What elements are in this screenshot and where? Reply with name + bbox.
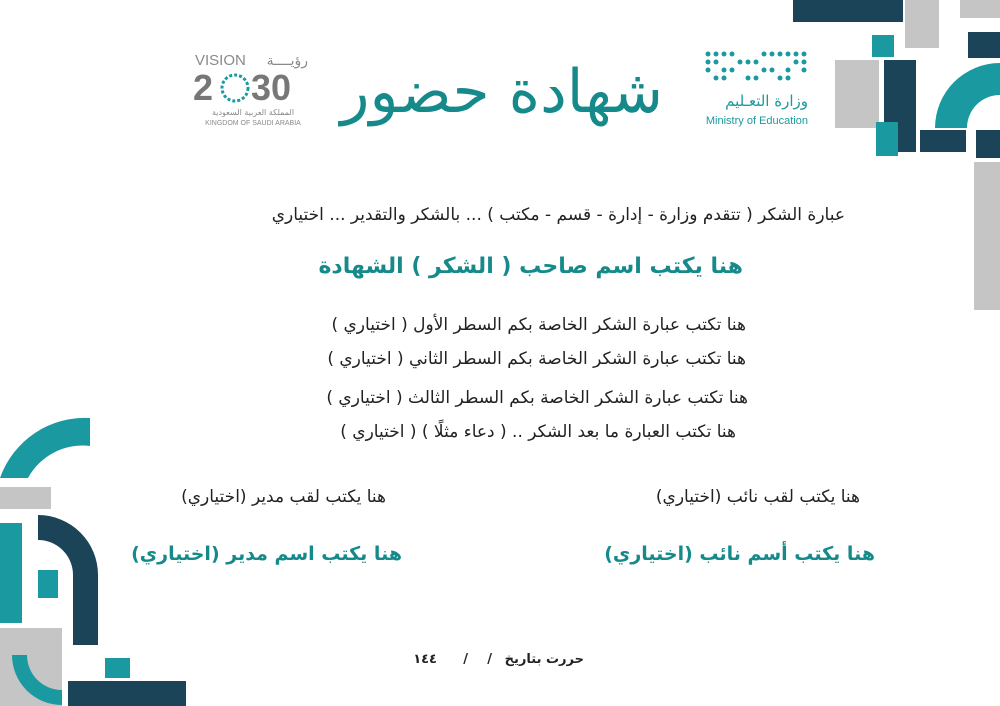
body-line-1: هنا تكتب عبارة الشكر الخاصة بكم السطر الأول ( اختياري ) xyxy=(331,315,746,335)
title-text: شهادة حضور xyxy=(340,57,663,127)
vision-2030-icon xyxy=(193,48,313,128)
top-right-pattern xyxy=(793,0,1000,310)
date-year: ١٤٤ xyxy=(413,652,437,667)
director-title: هنا يكتب لقب مدير (اختياري) xyxy=(181,487,386,507)
body-line-4: هنا تكتب العبارة ما بعد الشكر .. ( دعاء مثلًا ) ( اختياري ) xyxy=(340,422,736,442)
intro-text: عبارة الشكر ( تتقدم وزارة - إدارة - قسم - مكتب ) ... بالشكر والتقدير ... اختياري xyxy=(271,205,845,225)
body-line-3: هنا تكتب عبارة الشكر الخاصة بكم السطر الثالث ( اختياري ) xyxy=(326,388,748,408)
deputy-title: هنا يكتب لقب نائب (اختياري) xyxy=(655,487,860,507)
deputy-name: هنا يكتب أسم نائب (اختياري) xyxy=(604,543,875,565)
ministry-logo xyxy=(700,44,815,134)
date-separator-2: / xyxy=(463,652,468,667)
year-digits-right: 30 xyxy=(251,67,292,108)
recipient-name: هنا يكتب اسم صاحب ( الشكر ) الشهادة xyxy=(318,254,743,279)
ministry-icon xyxy=(700,44,815,134)
vision-2030-logo xyxy=(193,48,313,128)
emblem-icon xyxy=(222,75,248,101)
vision-arabic-word: رؤيــــة xyxy=(266,53,308,69)
year-digit-left: 2 xyxy=(193,67,214,108)
date-label: حررت بتاريخ xyxy=(504,652,584,667)
kingdom-arabic: المملكة العربية السعودية xyxy=(211,108,295,117)
certificate-title xyxy=(333,38,668,138)
director-name: هنا يكتب اسم مدير (اختياري) xyxy=(131,543,402,565)
vision-word: VISION xyxy=(195,52,246,69)
dots-pattern-icon xyxy=(706,52,807,81)
ministry-english-name: Ministry of Education xyxy=(705,115,808,127)
title-artwork xyxy=(333,38,668,138)
body-line-2: هنا تكتب عبارة الشكر الخاصة بكم السطر الثاني ( اختياري ) xyxy=(327,349,746,369)
kingdom-english: KINGDOM OF SAUDI ARABIA xyxy=(205,120,301,127)
date-separator-1: / xyxy=(487,652,492,667)
ministry-arabic-name: وزارة التعـليم xyxy=(725,92,808,110)
